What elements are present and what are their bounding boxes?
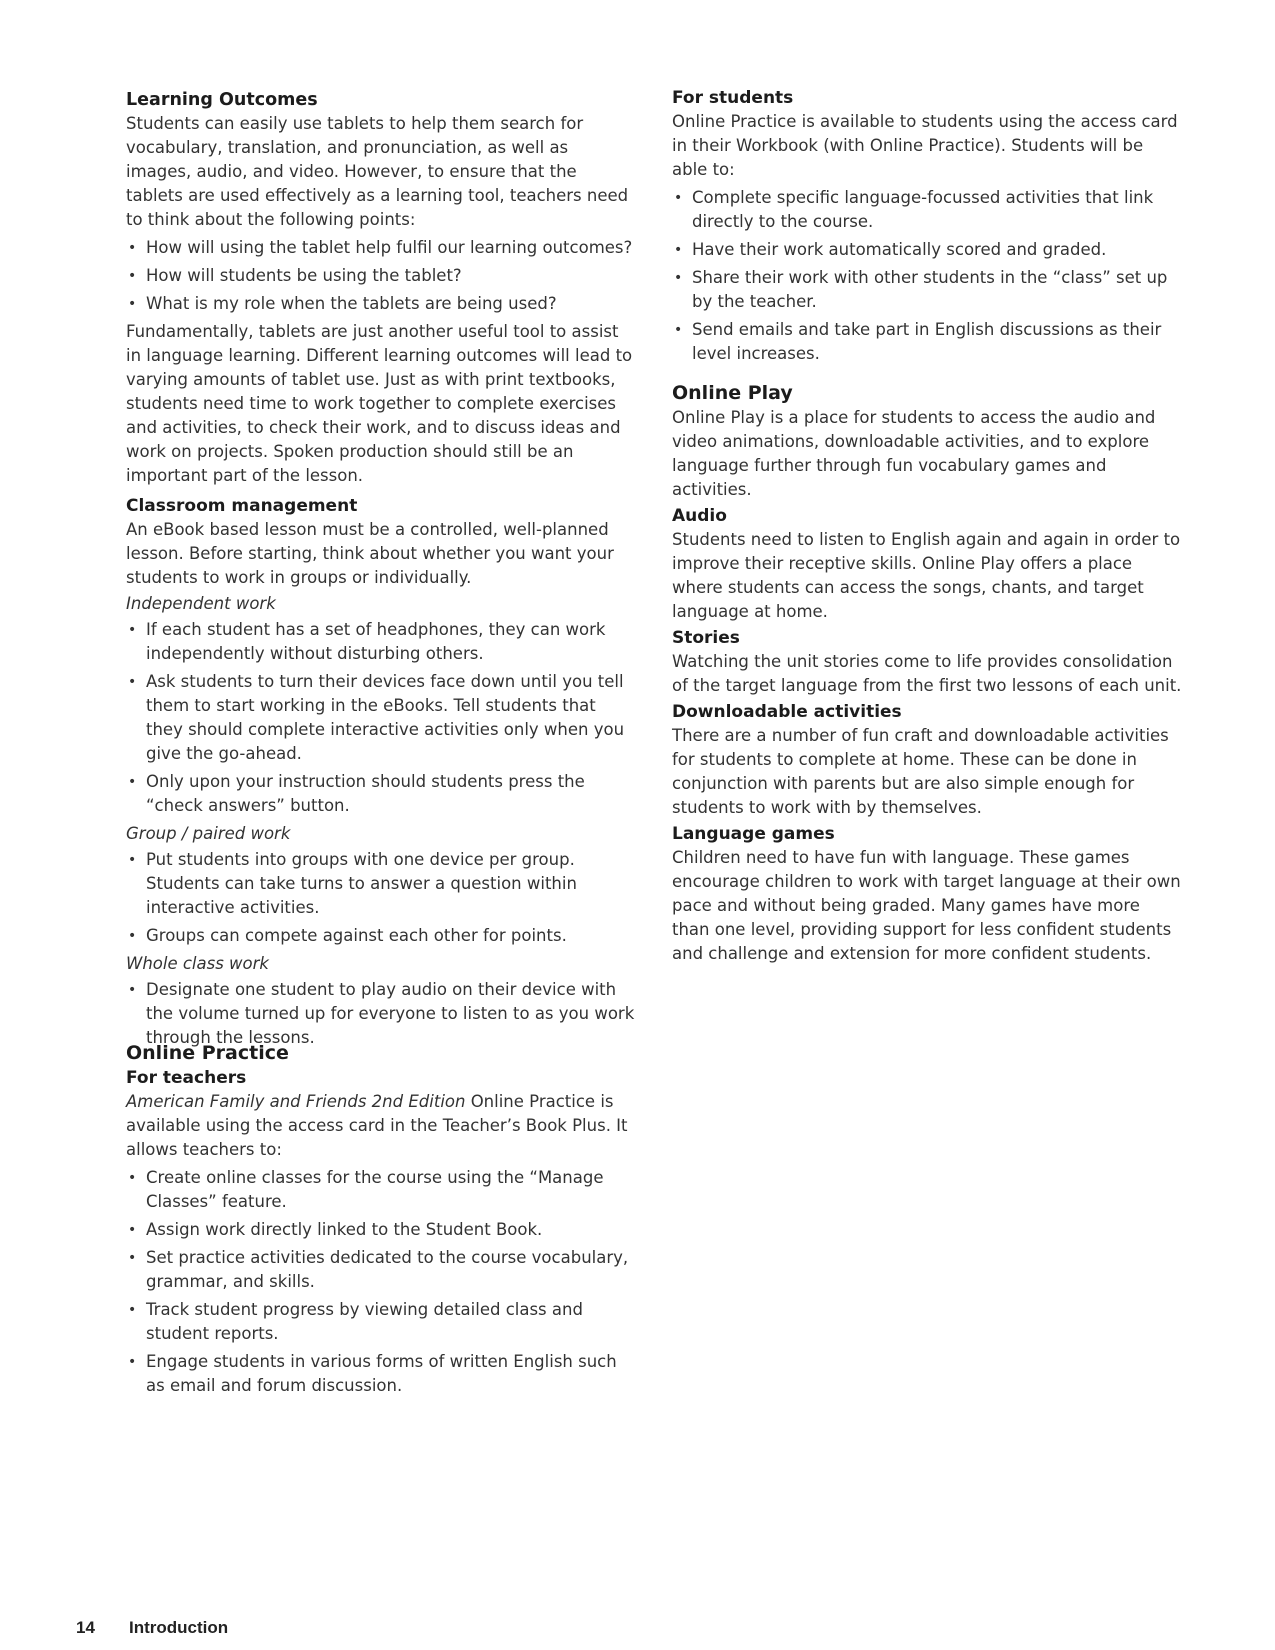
learning-outcomes-section [126,90,636,488]
independent-work-label: Independent work [126,594,276,613]
for-students-section [672,88,1182,370]
list-item: • Have their work automatically scored and graded. [674,240,1107,259]
list-item: • How will using the tablet help fulfil our learning outcomes? [128,238,633,257]
learning-outcomes-heading: Learning Outcomes [126,90,318,110]
for-students-intro: Online Practice is available to students using the access card in their Workbook (with Online Practice). Students will be able to: [672,112,1178,179]
stories-heading: Stories [672,628,740,648]
learning-outcomes-list [126,236,636,316]
list-item: • Share their work with other students in the “class” set up by the teacher. [674,268,1168,311]
whole-class-label: Whole class work [126,954,269,973]
list-item: • Complete specific language-focussed activities that link directly to the course. [674,188,1154,231]
list-item: • Create online classes for the course using the “Manage Classes” feature. [128,1168,604,1211]
for-teachers-heading: For teachers [126,1068,247,1088]
for-teachers-intro: American Family and Friends 2nd Edition Online Practice is available using the access card in the Teacher’s Book Plus. It allows teachers to: [126,1092,628,1159]
for-teachers-list [126,1166,636,1398]
group-work-list [126,848,636,948]
list-item: • Put students into groups with one device per group. Students can take turns to answer a question within interactive activities. [128,850,577,917]
list-item: • How will students be using the tablet? [128,266,462,285]
online-play-heading: Online Play [672,382,793,404]
list-item: • What is my role when the tablets are being used? [128,294,557,313]
language-games-heading: Language games [672,824,835,844]
group-work-label: Group / paired work [126,824,291,843]
list-item: • Ask students to turn their devices face down until you tell them to start working in the eBooks. Tell students that they should complete interactive activities only when you give the go-ahead. [128,672,625,763]
classroom-management-heading: Classroom management [126,496,358,516]
list-item: • Groups can compete against each other for points. [128,926,567,945]
independent-work-list [126,618,636,818]
audio-heading: Audio [672,506,727,526]
downloadable-activities-text: There are a number of fun craft and downloadable activities for students to complete at home. These can be done in conjunction with parents but are also simple enough for students to work with by themselves. [672,726,1169,817]
list-item: • Track student progress by viewing detailed class and student reports. [128,1300,583,1343]
list-item: • Engage students in various forms of written English such as email and forum discussion. [128,1352,617,1395]
stories-text: Watching the unit stories come to life provides consolidation of the target language from the first two lessons of each unit. [672,652,1182,695]
list-item: • Assign work directly linked to the Student Book. [128,1220,543,1239]
classroom-management-intro: An eBook based lesson must be a controlled, well-planned lesson. Before starting, think about whether you want your students to work in groups or individually. [126,520,614,587]
online-practice-heading: Online Practice [126,1042,289,1064]
footer-section-title: Introduction [129,1618,229,1637]
for-students-heading: For students [672,88,794,108]
downloadable-activities-heading: Downloadable activities [672,702,902,722]
learning-outcomes-intro: Students can easily use tablets to help them search for vocabulary, translation, and pronunciation, as well as images, audio, and video. However, to ensure that the tablets are used effectively as a learning tool, teachers need to think about the following points: [126,114,629,229]
classroom-management-section [126,496,636,1054]
list-item: • If each student has a set of headphones, they can work independently without disturbing others. [128,620,606,663]
online-practice-section [126,1042,636,1402]
page-number: 14 [76,1618,95,1637]
audio-text: Students need to listen to English again and again in order to improve their receptive skills. Online Play offers a place where students can access the songs, chants, and target language at home. [672,530,1181,621]
for-students-list [672,186,1182,366]
list-item: • Send emails and take part in English discussions as their level increases. [674,320,1162,363]
language-games-text: Children need to have fun with language. These games encourage children to work with target language at their own pace and without being graded. Many games have more than one level, providing support for less confident students and challenge and extension for more confident students. [672,848,1181,963]
page-footer [76,1618,228,1638]
list-item: • Designate one student to play audio on their device with the volume turned up for everyone to listen to as you work through the lessons. [128,980,635,1047]
online-play-intro: Online Play is a place for students to access the audio and video animations, downloadable activities, and to explore language further through fun vocabulary games and activities. [672,408,1156,499]
list-item: • Only upon your instruction should students press the “check answers” button. [128,772,585,815]
list-item: • Set practice activities dedicated to the course vocabulary, grammar, and skills. [128,1248,629,1291]
online-play-section [672,382,1182,966]
learning-outcomes-paragraph: Fundamentally, tablets are just another useful tool to assist in language learning. Different learning outcomes will lead to varying amounts of tablet use. Just as with print textbooks, students need time to work together to complete exercises and activities, to check their work, and to discuss ideas and work on projects. Spoken production should still be an important part of the lesson. [126,322,633,485]
course-title: American Family and Friends 2nd Edition [126,1092,466,1111]
whole-class-list [126,978,636,1050]
